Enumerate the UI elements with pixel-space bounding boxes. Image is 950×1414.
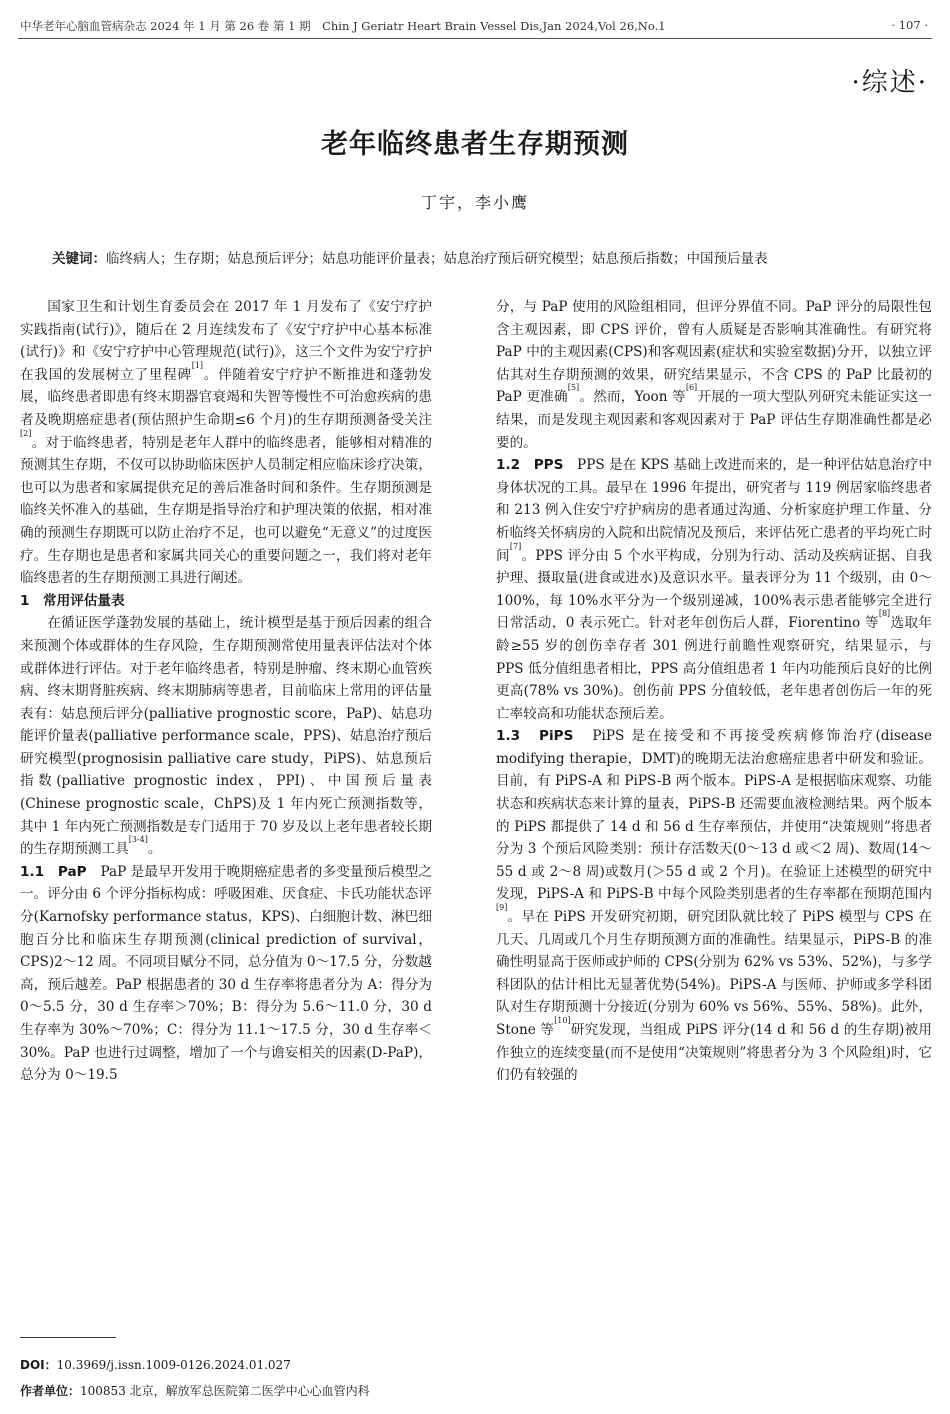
text-run: 分，与 PaP 使用的风险组相同，但评分界值不同。PaP 评分的局限性包含主观因素，即 CPS 评价，曾有人质疑是否影响其准确性。有研究将 PaP 中的主观因素(CPS)和客观因素(症状和实验室数据)分开，以独立评估其对生存期预测的效果，研究结果显示，不含 CPS 的 PaP 比最初的 PaP 更准确 [496,299,932,406]
continued-paragraph [496,296,932,454]
text-run: 在循证医学蓬勃发展的基础上，统计模型是基于预后因素的组合来预测个体或群体的生存风险，生存期预测常使用量表评估法对个体或群体进行评估。对于老年临终患者，特别是肿瘤、终末期心血管疾病、终末期肾脏疾病、终末期肺病等患者，目前临床上常用的评估量表有：姑息预后评分(palliative prognostic score，PaP)、姑息功能评价量表(palliative performance scale，PPS)、姑息治疗预后研究模型(prognosisin palliative care study，PiPS)、姑息预后指数(palliative prognostic index，PPI)、中国预后量表(Chinese prognostic scale，ChPS)及 1 年内死亡预测指数等，其中 1 年内死亡预测指数是专门适用于 70 岁及以上老年患者较长期的生存期预测工具 [20,615,432,858]
right-column [496,296,932,1087]
subsection-1-3 [496,725,932,1087]
text-run: 。伴随着安宁疗护不断推进和蓬勃发展，临终患者即患有终末期器官衰竭和失智等慢性不可治愈疾病的患者及晚期癌症患者(预估照护生命期≤6 个月)的生存期预测备受关注 [20,366,433,428]
affiliation-line [20,1378,370,1404]
footnotes [20,1352,370,1404]
text-run: 。早在 PiPS 开发研究初期，研究团队就比较了 PiPS 模型与 CPS 在几天、几周或几个月生存期预测方面的准确性。结果显示，PiPS-B 的准确性明显高于医师或护师的 CPS(分别为 62% vs 53%、52%)，与多学科团队的估计相比无显著优势(54%)。PiPS-A 与医师、护师或多学科团队对生存期预测十分接近(分别为 60% vs 56%、55%、58%)。此外，Stone 等 [496,909,932,1038]
citation-ref: [7] [509,541,522,551]
article-title: 老年临终患者生存期预测 [321,129,629,160]
citation-ref: [9] [496,903,508,913]
header-rule [18,38,932,39]
running-head [20,14,930,38]
affiliation-value: 100853 北京，解放军总医院第二医学中心心血管内科 [80,1384,370,1398]
subsection-1-1 [20,861,432,1087]
affiliation-label: 作者单位： [20,1384,81,1398]
citation-ref: [3-4] [128,835,148,845]
citation-ref: [1] [191,360,204,370]
doi-value: 10.3969/j.issn.1009-0126.2024.01.027 [56,1358,291,1372]
section-heading-1: 1 常用评估量表 [20,592,125,609]
left-column [20,296,432,1087]
text-run: 。然而，Yoon 等 [579,389,686,406]
text-run: PaP 是最早开发用于晚期癌症患者的多变量预后模型之一。评分由 6 个评分指标构成：呼吸困难、厌食症、卡氏功能状态评分(Karnofsky performance status，KPS)、白细胞计数、淋巴细胞百分比和临床生存期预测(clinical prediction of survival，CPS)2～12 周。不同项目赋分不同，总分值为 0～17.5 分，分数越高，预后越差。PaP 根据患者的 30 d 生存率将患者分为 A：得分为 0～5.5 分，30 d 生存率＞70%；B：得分为 5.6～11.0 分，30 d 生存率为 30%～70%；C：得分为 11.1～17.5 分，30 d 生存率＜30%。PaP 也进行过调整，增加了一个与谵妄相关的因素(D-PaP)，总分为 0～19.5 [20,863,433,1084]
text-run: 。PPS 评分由 5 个水平构成，分别为行动、活动及疾病证据、自我护理、摄取量(进食或进水)及意识水平。量表评分为 11 个级别，由 0～100%，每 10%水平分为一个级别递减，100%表示患者能够完全进行日常活动，0 表示死亡。针对老年创伤后人群，Fiorentino 等 [496,547,932,632]
keywords [52,247,910,267]
citation-ref: [5] [567,383,580,393]
doi-label: DOI： [20,1358,57,1372]
citation-ref: [10] [554,1016,571,1025]
section-label: ·综述· [851,68,928,98]
doi-line [20,1352,370,1378]
subsection-heading: 1.2 PPS [496,457,564,474]
text-run: 。对于临终患者，特别是老年人群中的临终患者，能够相对精准的预测其生存期，不仅可以协助临床医护人员制定相应临床诊疗决策，也可以为患者和家属提供充足的善后准备时间和条件。生存期预测是临终关怀准入的基础，生存期是指导治疗和护理决策的依据，相对准确的预测生存期既可以防止治疗不足，也可以避免“无意义”的过度医疗。生存期也是患者和家属共同关心的重要问题之一，我们将对老年临终患者的生存期预测工具进行阐述。 [20,434,432,587]
text-run: 研究发现，当组成 PiPS 评分(14 d 和 56 d 的生存期)被用作独立的连续变量(而不是使用“决策规则”将患者分为 3 个风险组)时，它们仍有较强的 [496,1022,933,1084]
text-run: 选取年龄≥55 岁的创伤幸存者 301 例进行前瞻性观察研究，结果显示，与 PPS 低分值组患者相比，PPS 高分值组患者 1 年内功能预后良好的比例更高(78% vs 30%)。创伤前 PPS 分值较低，老年患者创伤后一年的死亡率较高和功能状态预后差。 [496,615,933,722]
text-run: PiPS 是在接受和不再接受疾病修饰治疗(disease modifying therapie，DMT)的晚期无法治愈癌症患者中研发和验证。目前，有 PiPS-A 和 PiPS-B 两个版本。PiPS-A 是根据临床观察、功能状态和疾病状态来计算的量表，PiPS-B 还需要血液检测结果。两个版本的 PiPS 都提供了 14 d 和 56 d 生存率预估，并使用“决策规则”将患者分为 3 个预后风险类别：预计存活数天(0～13 d 或＜2 周)、数周(14～55 d 或 2～8 周)或数月(＞55 d 或 2 个月)。在验证上述模型的研究中发现，PiPS-A 和 PiPS-B 中每个风险类别患者的生存率都在预期范围内 [496,728,932,903]
text-run: PPS 是在 KPS 基础上改进而来的，是一种评估姑息治疗中身体状况的工具。最早在 1996 年提出，研究者与 119 例居家临终患者和 213 例入住安宁疗护病房的患者通过沟通、分析家庭护理工作量、分析临终关怀病房的入院和出院情况及预后，来评估死亡患者的平均死亡时间 [496,457,932,564]
citation-ref: [6] [685,383,698,393]
subsection-heading: 1.1 PaP [20,863,87,880]
subsection-1-2 [496,454,932,725]
subsection-heading: 1.3 PiPS [496,728,574,745]
citation-ref: [8] [878,609,891,619]
authors: 丁宇，李小鹰 [420,193,529,212]
text-run: 开展的一项大型队列研究未能证实这一结果，而是发现主观因素和客观因素对于 PaP 评估生存期准确性都是必要的。 [496,389,932,451]
section-1-paragraph [20,612,432,861]
page-number: · 107 · [891,18,928,32]
keywords-text: 临终病人；生存期；姑息预后评分；姑息功能评价量表；姑息治疗预后研究模型；姑息预后指数；中国预后量表 [106,251,768,267]
text-run: 。 [147,841,162,858]
keywords-label: 关键词： [52,251,106,267]
text-run: 国家卫生和计划生育委员会在 2017 年 1 月发布了《安宁疗护实践指南(试行)》，随后在 2 月连续发布了《安宁疗护中心基本标准(试行)》和《安宁疗护中心管理规范(试行)》，这三个文件为安宁疗护在我国的发展树立了里程碑 [20,299,432,383]
journal-citation: 中华老年心脑血管病杂志 2024 年 1 月 第 26 卷 第 1 期 Chin J Geriatr Heart Brain Vessel Dis,Jan 2024,Vol 26,No.1 [20,19,666,33]
intro-paragraph [20,296,432,590]
citation-ref: [2] [20,428,32,438]
footnote-rule [20,1337,116,1338]
